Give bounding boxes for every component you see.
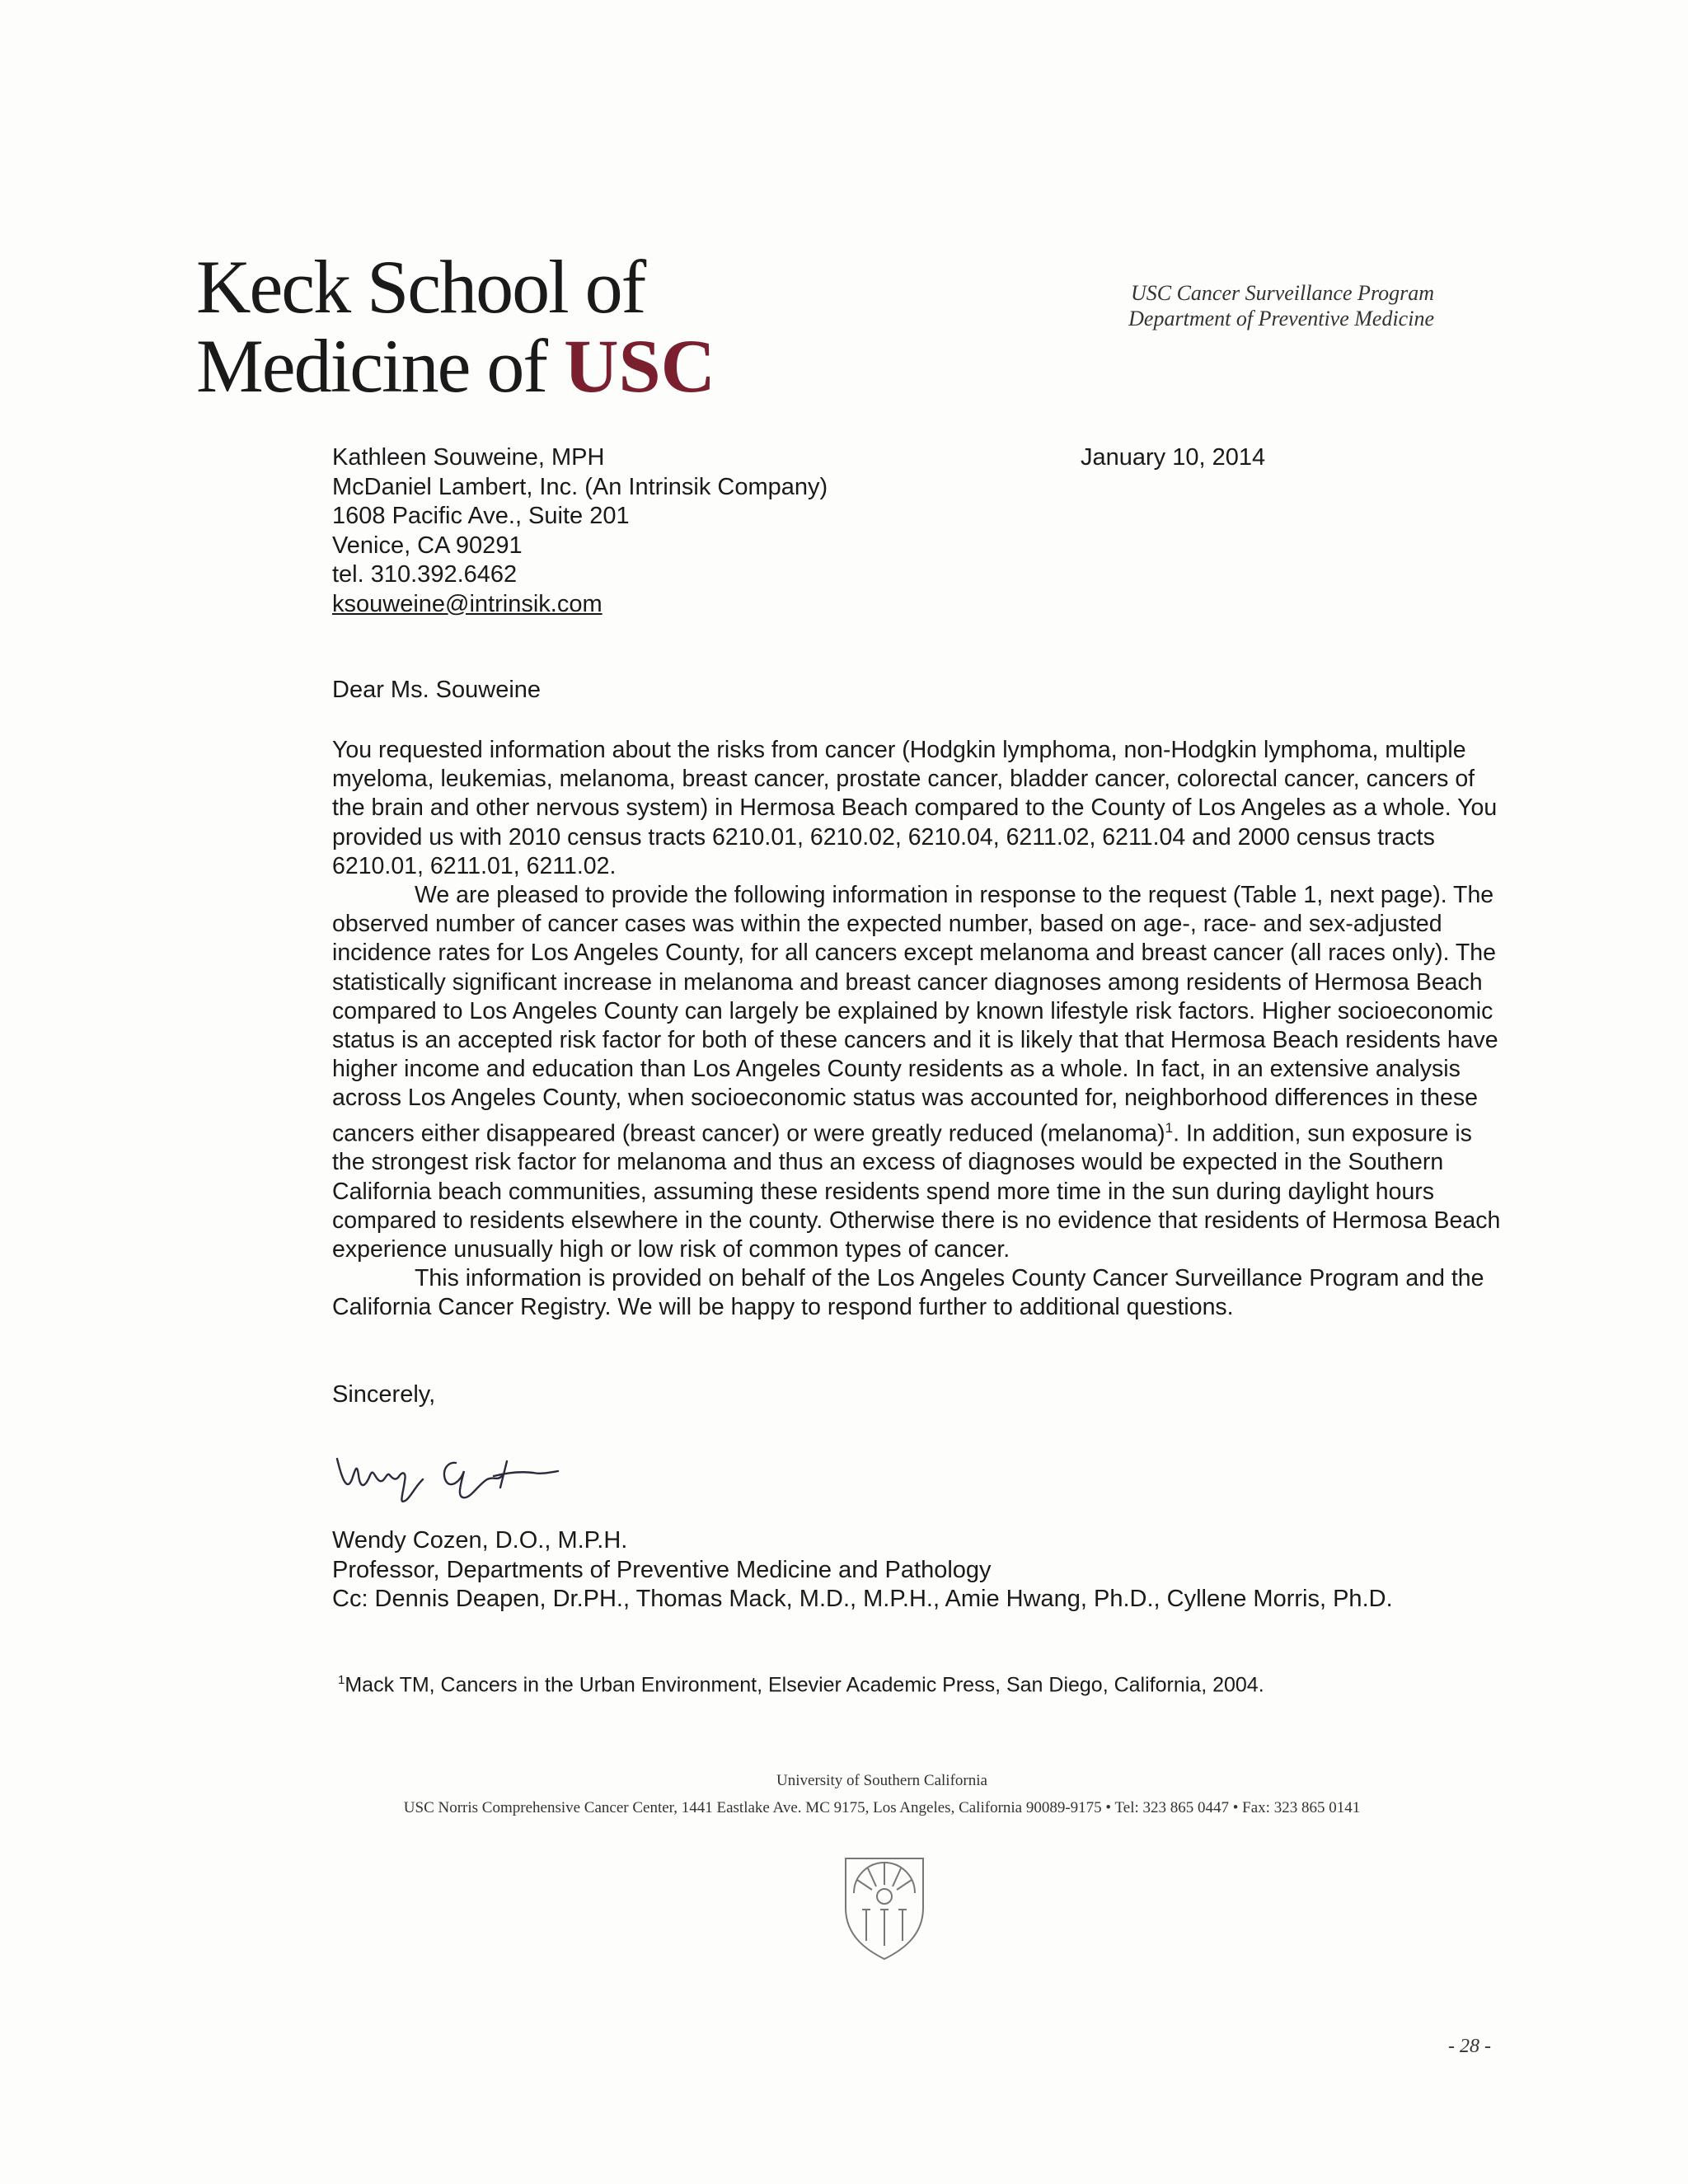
logo-line-2 [196, 324, 716, 408]
footnote-reference: 1 [1165, 1119, 1174, 1136]
signature-block [332, 1526, 1393, 1615]
letter-date: January 10, 2014 [1081, 444, 1266, 471]
recipient-city: Venice, CA 90291 [332, 532, 523, 559]
letter-body [332, 736, 1503, 1323]
logo-line-2-prefix: Medicine of [196, 324, 565, 408]
logo-line-1: Keck School of [196, 245, 645, 329]
recipient-street: 1608 Pacific Ave., Suite 201 [332, 503, 630, 529]
recipient-phone: tel. 310.392.6462 [332, 561, 518, 588]
footnote-marker: 1 [338, 1673, 345, 1687]
body-paragraph-1: You requested information about the risks from cancer (Hodgkin lymphoma, non-Hodgkin lymphoma, multiple myeloma, leukemias, melanoma, breast cancer, prostate cancer, bladder cancer, colorectal cancer, cancers of the brain and other nervous system) in Hermosa Beach compared to the County of Los Angeles as a whole. You provided us with 2010 census tracts 6210.01, 6210.02, 6210.04, 6211.02, 6211.04 and 2000 census tracts 6210.01, 6211.01, 6211.02. [332, 737, 1498, 879]
recipient-email-link[interactable]: ksouweine@intrinsik.com [332, 590, 603, 617]
footnote-text: Mack TM, Cancers in the Urban Environment, Elsevier Academic Press, San Diego, California, 2004. [345, 1673, 1264, 1697]
usc-seal-icon [839, 1850, 930, 1961]
signer-name: Wendy Cozen, D.O., M.P.H. [332, 1527, 628, 1554]
body-paragraph-2-part-b: . In addition, sun exposure is the strongest risk factor for melanoma and thus an excess of diagnoses would be expected in the Southern California beach communities, assuming these residents spend more time in the sun during daylight hours compared to residents elsewhere in the county. Otherwise there is no evidence that residents of Hermosa Beach experience unusually high or low risk of common types of cancer. [332, 1120, 1501, 1263]
salutation: Dear Ms. Souweine [332, 677, 542, 703]
keck-usc-logo [196, 245, 716, 408]
footer-university: University of Southern California [776, 1772, 987, 1789]
recipient-address [332, 443, 828, 619]
recipient-name: Kathleen Souweine, MPH [332, 444, 605, 471]
handwritten-signature [332, 1430, 579, 1512]
body-paragraph-2 [332, 881, 1503, 1264]
closing: Sincerely, [332, 1381, 436, 1408]
footnote [338, 1673, 1264, 1697]
body-paragraph-3: This information is provided on behalf of the Los Angeles County Cancer Surveillance Program and the California Cancer Registry. We will be happy to respond further to additional questions. [332, 1265, 1484, 1321]
department-name: Department of Preventive Medicine [1128, 307, 1434, 330]
recipient-company: McDaniel Lambert, Inc. (An Intrinsik Company) [332, 473, 828, 500]
program-heading [1128, 280, 1434, 331]
page-number: - 28 - [1448, 2036, 1491, 2057]
signer-title: Professor, Departments of Preventive Medicine and Pathology [332, 1556, 992, 1583]
program-name: USC Cancer Surveillance Program [1130, 281, 1434, 305]
cc-list: Cc: Dennis Deapen, Dr.PH., Thomas Mack, M.D., M.P.H., Amie Hwang, Ph.D., Cyllene Morris, Ph.D. [332, 1586, 1393, 1612]
logo-usc: USC [564, 324, 716, 408]
body-paragraph-2-part-a: We are pleased to provide the following information in response to the request (Table 1, next page). The observed number of cancer cases was within the expected number, based on age-, race- and sex-adjusted incidence rates for Los Angeles County, for all cancers except melanoma and breast cancer (all races only). The statistically significant increase in melanoma and breast cancer diagnoses among residents of Hermosa Beach compared to Los Angeles County can largely be explained by known lifestyle risk factors. Higher socioeconomic status is an accepted risk factor for both of these cancers and it is likely that that Hermosa Beach residents have higher income and education than Los Angeles County residents as a whole. In fact, in an extensive analysis across Los Angeles County, when socioeconomic status was accounted for, neighborhood differences in these cancers either disappeared (breast cancer) or were greatly reduced (melanoma) [332, 882, 1498, 1147]
footer-address: USC Norris Comprehensive Cancer Center, 1441 Eastlake Ave. MC 9175, Los Angeles, California 90089-9175 • Tel: 323 865 0447 • Fax: 323 865 0141 [403, 1799, 1361, 1816]
